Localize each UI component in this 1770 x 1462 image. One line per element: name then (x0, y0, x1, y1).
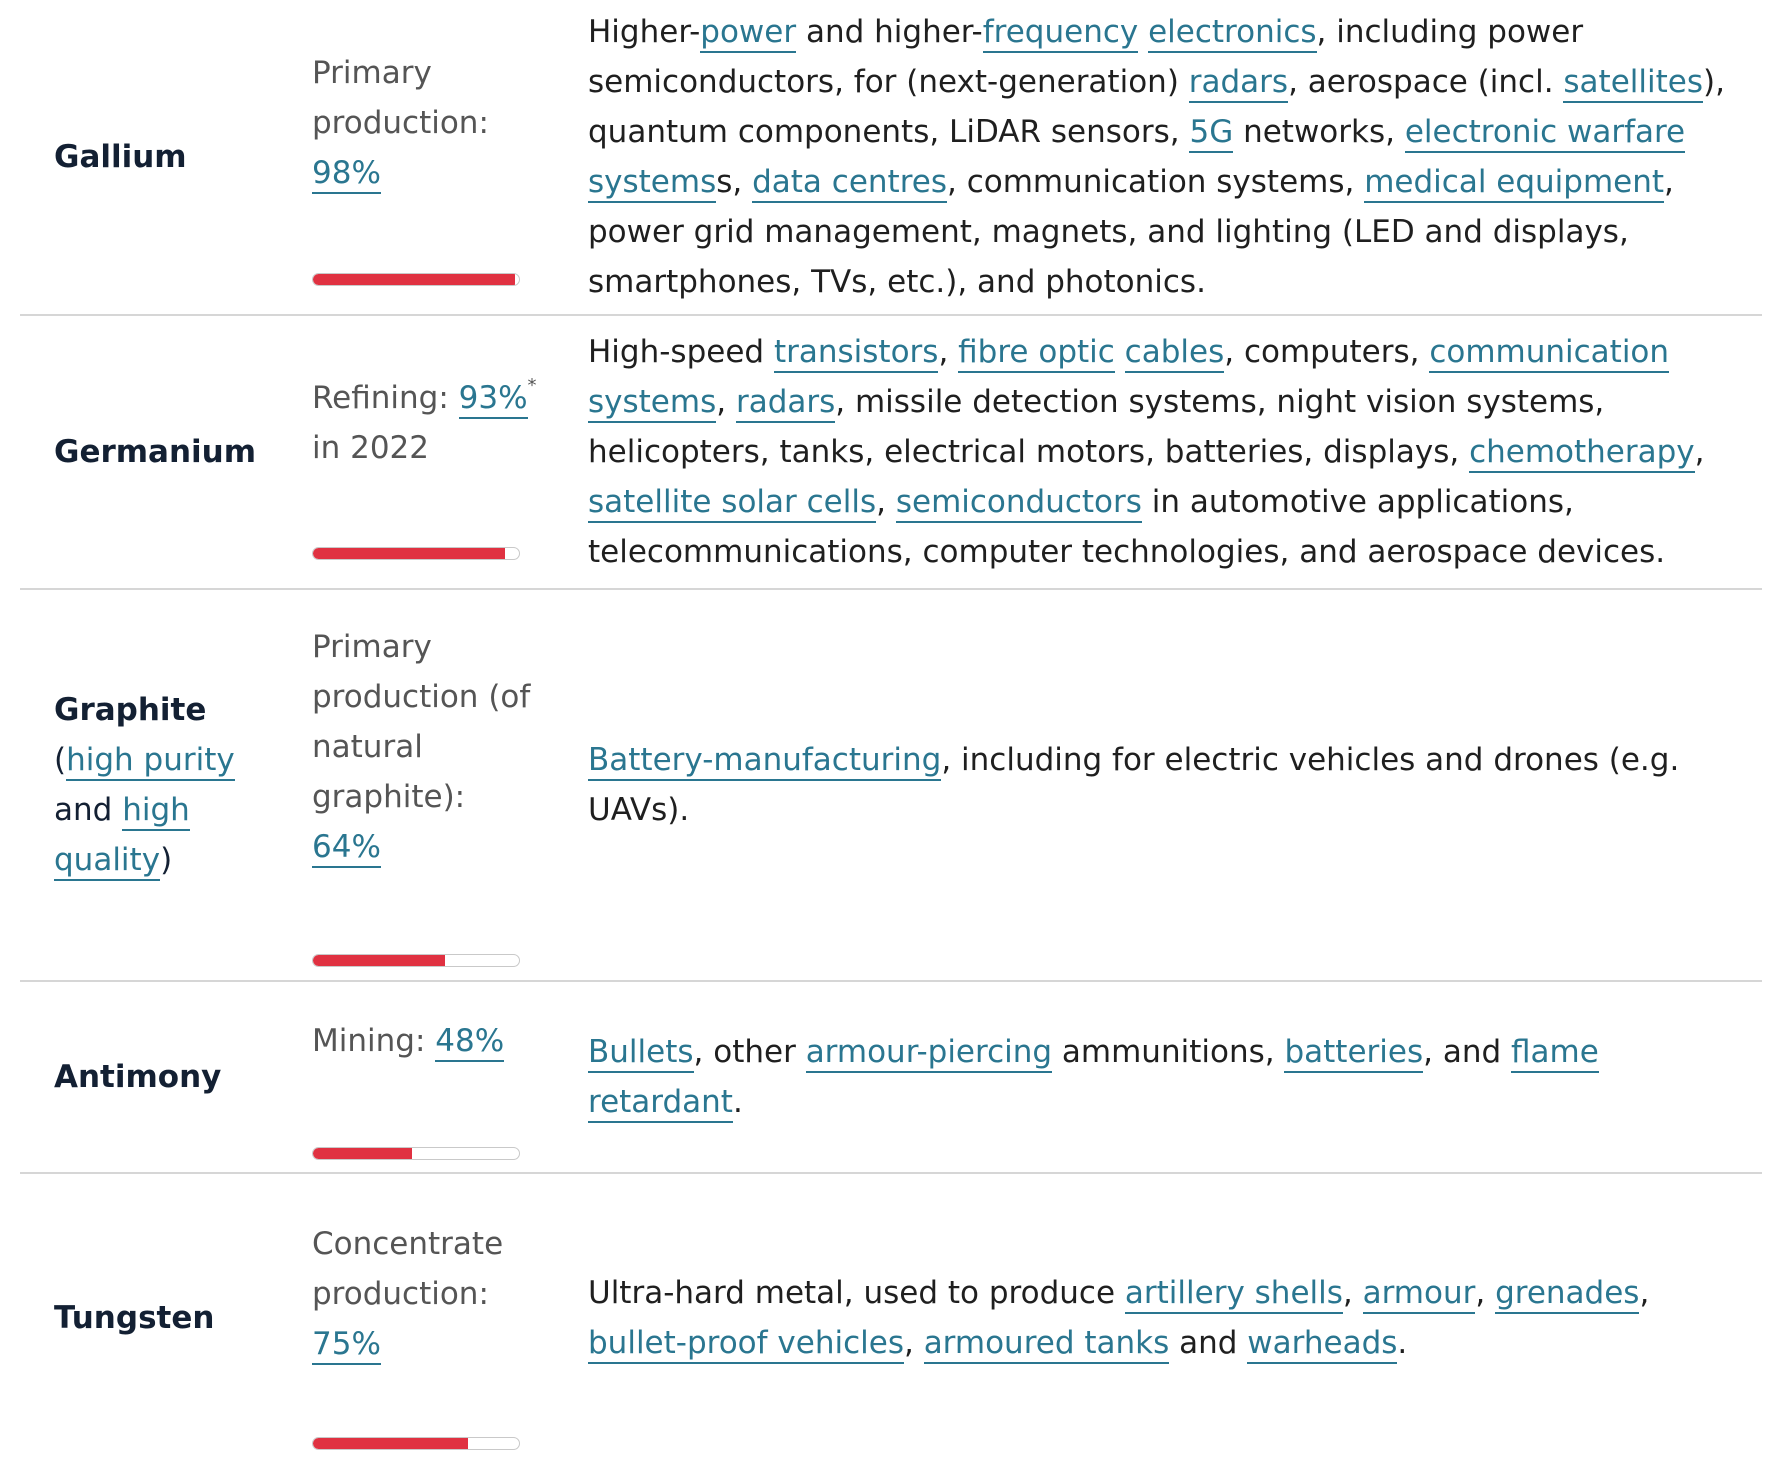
text-run: networks, (1233, 114, 1405, 150)
text-run: , (1342, 1275, 1363, 1311)
material-label: Graphite (54, 692, 207, 728)
text-run: , (1694, 434, 1705, 470)
share-cell (312, 1174, 542, 1414)
text-run: , power grid management, magnets, and lighting (LED and displays, smartphones, TVs, etc.), and photonics. (588, 164, 1674, 300)
material-label: Antimony (54, 1059, 222, 1095)
inline-link[interactable]: chemotherapy (1469, 434, 1695, 473)
inline-link[interactable]: 48% (435, 1023, 504, 1062)
inline-link[interactable]: 75% (312, 1326, 381, 1365)
table-row-gallium (20, 0, 1762, 316)
material-cell (54, 316, 269, 588)
inline-link[interactable]: high purity (66, 742, 235, 781)
inline-link[interactable]: electronics (1148, 14, 1316, 53)
inline-link[interactable]: fibre optic (958, 334, 1115, 373)
text-run: Primary production: (312, 55, 489, 141)
share-progress-bar (312, 273, 520, 286)
text-run: ammunitions, (1052, 1034, 1285, 1070)
text-run: , (1639, 1275, 1650, 1311)
table-row-tungsten (20, 1174, 1762, 1462)
uses-text (588, 327, 1758, 577)
text-run: Mining: (312, 1023, 436, 1059)
inline-link[interactable]: semiconductors (896, 484, 1142, 523)
material-cell (54, 1174, 269, 1462)
text-run: , including for electric vehicles and drones (e.g. UAVs). (588, 742, 1680, 828)
uses-cell (588, 590, 1758, 980)
text-run: , computers, (1224, 334, 1430, 370)
inline-link[interactable]: bullet-proof vehicles (588, 1325, 904, 1364)
share-cell (312, 0, 542, 254)
inline-link[interactable]: armour (1363, 1275, 1476, 1314)
text-run: , (1475, 1275, 1496, 1311)
text-run: , aerospace (incl. (1288, 64, 1564, 100)
text-run: Concentrate production: (312, 1226, 504, 1312)
share-progress-fill (313, 1438, 468, 1449)
text-run: ), quantum components, LiDAR sensors, (588, 64, 1725, 150)
material-cell (54, 590, 269, 980)
material-label: Germanium (54, 434, 257, 470)
uses-cell (588, 0, 1758, 314)
share-progress-fill (313, 1148, 412, 1159)
material-name (54, 132, 187, 182)
inline-link[interactable]: radars (1189, 64, 1288, 103)
share-progress-fill (313, 274, 515, 285)
uses-cell (588, 316, 1758, 588)
share-progress-fill (313, 548, 505, 559)
inline-link[interactable]: satellite solar cells (588, 484, 876, 523)
inline-link[interactable]: cables (1125, 334, 1225, 373)
material-label: Gallium (54, 139, 187, 175)
inline-link[interactable]: 98% (312, 155, 381, 194)
text-run: Higher- (588, 14, 701, 50)
inline-link[interactable]: frequency (983, 14, 1138, 53)
share-text (312, 1219, 542, 1369)
inline-link[interactable]: armoured tanks (924, 1325, 1170, 1364)
text-run: , (903, 1325, 924, 1361)
material-cell (54, 982, 269, 1172)
inline-link[interactable]: transistors (774, 334, 938, 373)
text-run (1138, 14, 1148, 50)
share-progress-bar (312, 547, 520, 560)
text-run: ( (54, 742, 67, 778)
text-run: , missile detection systems, night vision systems, helicopters, tanks, electrical motors, batteries, displays, (588, 384, 1605, 470)
materials-table (20, 0, 1762, 1462)
inline-link[interactable]: electronic warfare systems (588, 114, 1685, 203)
share-progress-bar (312, 1147, 520, 1160)
uses-text (588, 7, 1758, 307)
share-cell (312, 589, 542, 904)
text-run: Primary production (of natural graphite): (312, 628, 531, 815)
text-run: and higher- (796, 14, 983, 50)
text-run: , including power semiconductors, for (next-generation) (588, 14, 1584, 100)
material-name (54, 685, 269, 885)
table-row-germanium (20, 316, 1762, 590)
share-progress-bar (312, 1437, 520, 1450)
text-run: . (1397, 1325, 1408, 1361)
material-name (54, 427, 256, 477)
share-text (312, 622, 542, 872)
inline-link[interactable]: artillery shells (1125, 1275, 1343, 1314)
share-text (312, 48, 542, 198)
table-row-graphite (20, 590, 1762, 982)
text-run (1115, 334, 1125, 370)
text-run: Ultra-hard metal, used to produce (588, 1275, 1125, 1311)
inline-link[interactable]: satellites (1563, 64, 1703, 103)
text-run: , communication systems, (946, 164, 1365, 200)
inline-link[interactable]: warheads (1247, 1325, 1397, 1364)
text-run: ) (160, 842, 173, 878)
inline-link[interactable]: batteries (1284, 1034, 1423, 1073)
text-run: in automotive applications, telecommunications, computer technologies, and aerospace devices. (588, 484, 1666, 570)
share-cell (312, 1022, 542, 1060)
material-name (54, 1293, 214, 1343)
text-run: , and (1423, 1034, 1511, 1070)
inline-link[interactable]: 5G (1189, 114, 1233, 153)
text-run: , other (693, 1034, 806, 1070)
uses-cell (588, 1174, 1758, 1462)
inline-link[interactable]: communication systems (588, 334, 1669, 423)
material-cell (54, 0, 269, 314)
share-text (312, 1016, 504, 1066)
inline-link[interactable]: 93% (459, 380, 528, 419)
text-run: s, (716, 164, 753, 200)
material-name (54, 1052, 221, 1102)
inline-link[interactable]: armour-piercing (806, 1034, 1052, 1073)
text-run: , (716, 384, 736, 420)
text-run: and (1169, 1325, 1248, 1361)
inline-link[interactable]: grenades (1495, 1275, 1639, 1314)
share-cell (312, 316, 542, 530)
inline-link[interactable]: high quality (54, 792, 190, 881)
inline-link[interactable]: 64% (312, 829, 381, 868)
uses-text (588, 735, 1758, 835)
inline-link[interactable]: data centres (752, 164, 947, 203)
share-progress-bar (312, 954, 520, 967)
text-run: , (938, 334, 959, 370)
material-label: Tungsten (54, 1300, 215, 1336)
inline-link[interactable]: medical equipment (1364, 164, 1664, 203)
inline-link[interactable]: Bullets (588, 1034, 694, 1073)
share-text (312, 373, 542, 473)
text-run: in 2022 (312, 430, 430, 466)
inline-link[interactable]: Battery-manufacturing (588, 742, 941, 781)
material-note (54, 742, 235, 881)
text-run: High-speed (588, 334, 774, 370)
table-row-antimony (20, 982, 1762, 1174)
text-run: and (54, 792, 123, 828)
uses-text (588, 1268, 1758, 1368)
inline-link[interactable]: power (700, 14, 796, 53)
text-run: Refining: (312, 380, 459, 416)
uses-text (588, 1027, 1758, 1127)
footnote-marker: * (527, 375, 537, 396)
share-progress-fill (313, 955, 445, 966)
uses-cell (588, 982, 1758, 1172)
inline-link[interactable]: radars (736, 384, 835, 423)
inline-link[interactable]: flame retardant (588, 1034, 1599, 1123)
text-run: . (732, 1084, 743, 1120)
text-run: , (876, 484, 896, 520)
